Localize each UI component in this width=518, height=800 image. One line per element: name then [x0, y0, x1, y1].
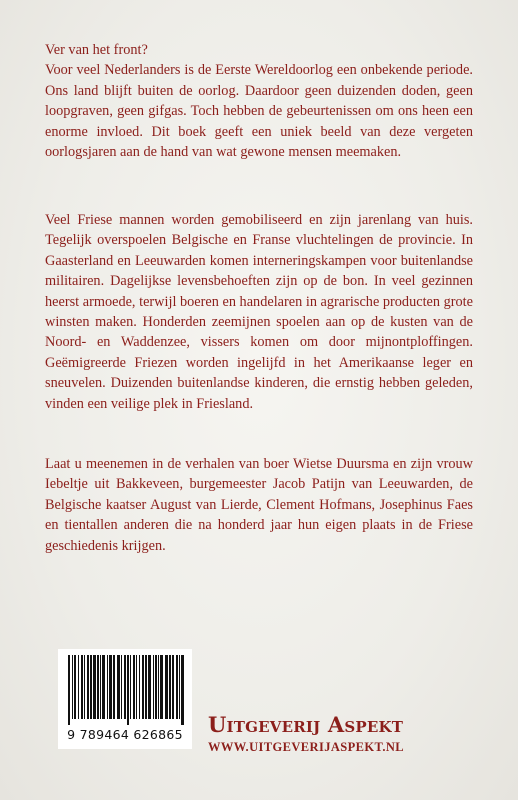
publisher-url: WWW.UITGEVERIJASPEKT.NL: [208, 740, 405, 754]
blurb-intro: [45, 40, 473, 162]
blurb-paragraph-3: Laat u meenemen in de verhalen van boer Wietse Duursma en zijn vrouw Iebeltje uit Bakkeveen, burgemeester Jacob Patijn van Leeuwarden, de Belgische kaatser August van Lierde, Clement Hofmans, Josephinus Faes en tientallen anderen die na honderd jaar hun eigen plaats in de Friese geschiedenis krijgen.: [45, 456, 473, 554]
blurb-heading: Ver van het front?: [45, 42, 148, 58]
blurb-body: [45, 210, 473, 414]
blurb-paragraph-2: Veel Friese mannen worden gemobiliseerd en zijn jarenlang van huis. Tegelijk overspoelen Belgische en Franse vluchtelingen de provincie. In Gaasterland en Leeuwarden komen interneringskampen voor buitenlandse militairen. Dagelijkse levensbehoeften zijn op de bon. In veel gezinnen heerst armoede, terwijl boeren en handelaren in agrarische producten grote winsten maken. Honderden zeemijnen spoelen aan op de kusten van de Noord- en Waddenzee, vissers komen om door mijnontploffingen. Geëmigreerde Friezen worden ingelijfd in het Amerikaanse leger en sneuvelen. Duizenden buitenlandse kinderen, die ernstig hebben geleden, vinden een veilige plek in Friesland.: [45, 212, 473, 412]
blurb-closing: [45, 454, 473, 556]
isbn-number: 9 789464 626865: [67, 727, 183, 742]
barcode-bars: [64, 655, 186, 725]
blurb-paragraph-1: Voor veel Nederlanders is de Eerste Wereldoorlog een onbekende periode. Ons land blijft buiten de oorlog. Daardoor geen duizenden doden, geen loopgraven, geen gifgas. Toch hebben de gebeurtenissen om ons heen een enorme invloed. Dit boek geeft een uniek beeld van deze vergeten oorlogsjaren aan de hand van wat gewone mensen meemaken.: [45, 62, 473, 161]
publisher-name: Uitgeverij Aspekt: [208, 712, 404, 737]
isbn-barcode: [58, 649, 192, 749]
